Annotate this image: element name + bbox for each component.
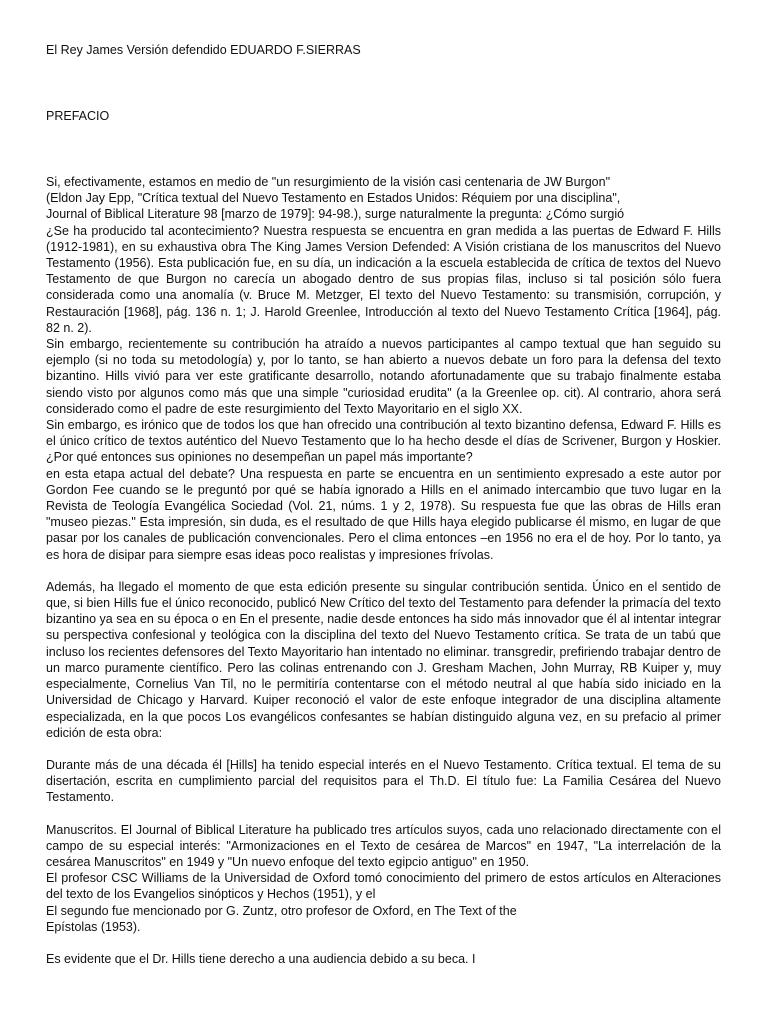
text-line: Si, efectivamente, estamos en medio de "un resurgimiento de la visión casi centenaria de JW Burgon" — [46, 175, 611, 189]
paragraph: ¿Se ha producido tal acontecimiento? Nuestra respuesta se encuentra en gran medida a las puertas de Edward F. Hills (1912-1981), en su exhaustiva obra The King James Version Defended: A Visión cristiana de los manuscritos del Nuevo Testamento (1956). Esta publicación fue, en su día, un indicación a la escuela establecida de crítica de textos del Nuevo Testamento de que Burgon no carecía un abogado dentro de sus propias filas, incluso si tal posición sólo fuera considerada como una anomalía (v. Bruce M. Metzger, El texto del Nuevo Testamento: su transmisión, corrupción, y Restauración [1968], pág. 136 n. 1; J. Harold Greenlee, Introducción al texto del Nuevo Testamento Crítica [1964], pág. 82 n. 2). — [46, 223, 721, 335]
text-line: (Eldon Jay Epp, "Crítica textual del Nuevo Testamento en Estados Unidos: Réquiem por una disciplina", — [46, 191, 621, 206]
document-title: El Rey James Versión defendido EDUARDO F.SIERRAS — [46, 43, 361, 57]
paragraph-gap — [46, 935, 721, 951]
text-line: El segundo fue mencionado por G. Zuntz, otro profesor de Oxford, en The Text of the — [46, 903, 517, 918]
paragraph-gap — [46, 741, 721, 757]
paragraph-gap — [46, 806, 721, 822]
paragraph: Sin embargo, es irónico que de todos los que han ofrecido una contribución al texto bizantino defensa, Edward F. Hills es el único crítico de textos auténtico del Nuevo Testamento que lo ha hecho desde el días de Scrivener, Burgon y Hoskier. ¿Por qué entonces sus opiniones no desempeñan un papel más importante? — [46, 418, 721, 465]
text-line: Journal of Biblical Literature 98 [marzo de 1979]: 94-98.), surge naturalmente la pregunta: ¿Cómo surgió — [46, 207, 625, 222]
paragraph: Sin embargo, recientemente su contribución ha atraído a nuevos participantes al campo textual que han seguido su ejemplo (si no toda su metodología) y, por lo tanto, se han abierto a nuevos debate un foro para la defensa del texto bizantino. Hills vivió para ver este gratificante desarrollo, notando afortunadamente que su trabajo finalmente estaba siendo visto por algunos como más que una simple "curiosidad erudita" (a la Greenlee op. cit). Al contrario, ahora será considerado como el padre de este resurgimiento del Texto Mayoritario en el siglo XX. — [46, 337, 721, 416]
text-line: Es evidente que el Dr. Hills tiene derecho a una audiencia debido a su beca. I — [46, 951, 476, 966]
text-line: Epístolas (1953). — [46, 919, 141, 934]
paragraph: El profesor CSC Williams de la Universidad de Oxford tomó conocimiento del primero de estos artículos en Alteraciones del texto de los Evangelios sinópticos y Hechos (1951), y el — [46, 871, 721, 902]
paragraph: Durante más de una década él [Hills] ha tenido especial interés en el Nuevo Testamento. Crítica textual. El tema de su disertación, escrita en cumplimiento parcial del requisitos para el Th.D. El título fue: La Familia Cesárea del Nuevo Testamento. — [46, 757, 721, 805]
paragraph-gap — [46, 563, 721, 579]
document-body — [46, 174, 721, 967]
paragraph: Además, ha llegado el momento de que esta edición presente su singular contribución sentida. Único en el sentido de que, si bien Hills fue el único reconocido, publicó New Crítico del texto del Testamento para defender la primacía del texto bizantino ya sea en su época o en En el presente, nadie desde entonces ha sido más innovador que él al intentar integrar su perspectiva confesional y teológica con la disciplina del texto del Nuevo Testamento crítica. Se trata de un tabú que incluso los recientes defensores del Texto Mayoritario han intentado no eliminar. transgredir, prefiriendo trabajar dentro de un marco puramente científico. Pero las colinas entrenando con J. Gresham Machen, John Murray, RB Kuiper y, muy especialmente, Cornelius Van Til, no le permitiría contentarse con el método neutral al que había sido iniciado en la Universidad de Chicago y Harvard. Kuiper reconoció el valor de este enfoque integrador de una disciplina altamente especializada, en la que pocos Los evangélicos confesantes se habían distinguido alguna vez, en su prefacio al primer edición de esta obra: — [46, 579, 721, 740]
paragraph: en esta etapa actual del debate? Una respuesta en parte se encuentra en un sentimiento expresado a este autor por Gordon Fee cuando se le preguntó por qué se había ignorado a Hills en el animado intercambio que tuvo lugar en la Revista de Teología Evangélica Sociedad (Vol. 21, núms. 1 y 2, 1978). Su respuesta fue que las obras de Hills eran "museo piezas." Esta impresión, sin duda, es el resultado de que Hills haya elegido publicarse él mismo, en lugar de que pasar por los canales de publicación convencionales. Pero el clima entonces –en 1956 no era el de hoy. Por lo tanto, ya es hora de disipar para siempre esas ideas poco realistas y impresiones frívolas. — [46, 466, 721, 562]
paragraph: Manuscritos. El Journal of Biblical Literature ha publicado tres artículos suyos, cada uno relacionado directamente con el campo de su especial interés: "Armonizaciones en el Texto de cesárea de Marcos" en 1947, "La interrelación de la cesárea Manuscritos" en 1949 y "Un nuevo enfoque del texto egipcio antiguo" en 1950. — [46, 822, 721, 869]
section-heading: PREFACIO — [46, 109, 110, 123]
